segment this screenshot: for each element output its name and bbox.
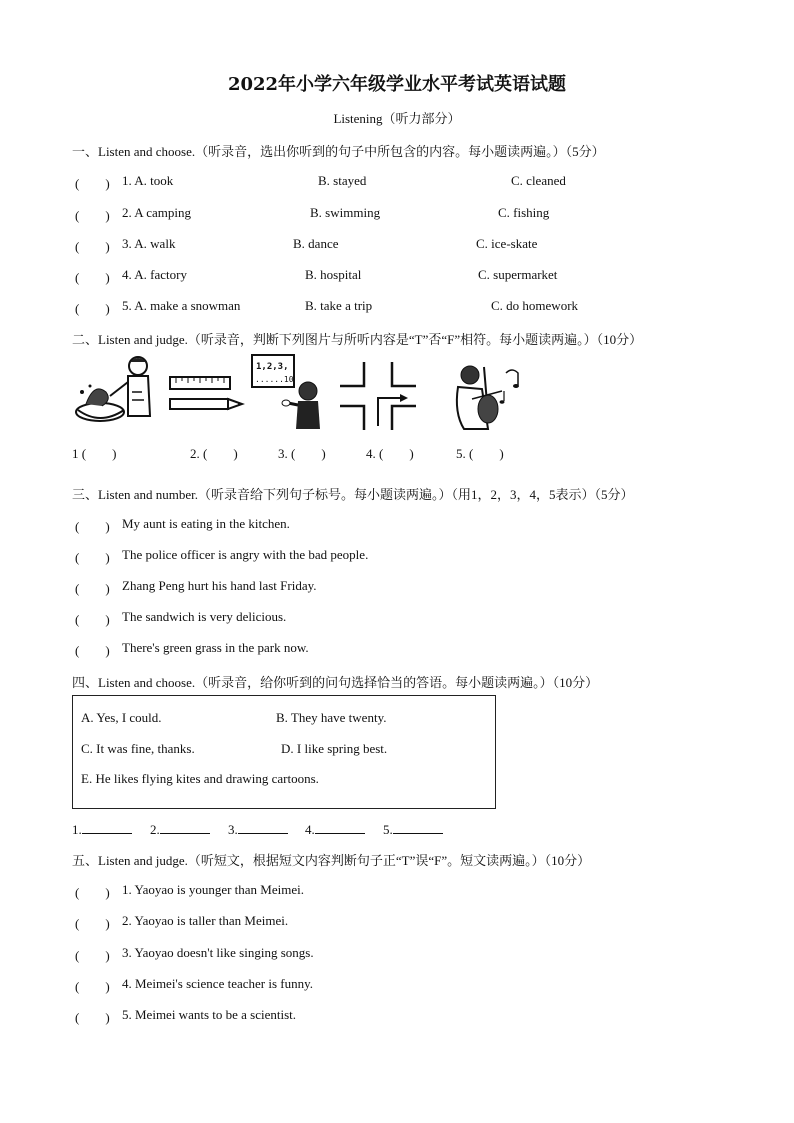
answer-paren[interactable]: ( ) [75, 519, 110, 534]
option-c: C. cleaned [511, 173, 566, 188]
statement: 4. Meimei's science teacher is funny. [122, 976, 314, 991]
answer-blank-3[interactable] [228, 820, 288, 838]
blank-label: 1. [72, 822, 82, 837]
answer-paren[interactable]: ( ) [75, 550, 110, 565]
statement: 2. Yaoyao is taller than Meimei. [122, 913, 289, 928]
page-title: 2022年小学六年级学业水平考试英语试题 [227, 74, 567, 95]
board-numbers-2: ......10 [255, 375, 294, 384]
answer-blank-5[interactable] [383, 820, 443, 838]
blank-line[interactable] [238, 820, 288, 834]
answer-paren[interactable]: ( ) [75, 301, 110, 316]
blank-line[interactable] [82, 820, 132, 834]
option-b: B. swimming [310, 205, 381, 220]
blank-line[interactable] [160, 820, 210, 834]
answer-paren[interactable]: ( ) [75, 948, 110, 963]
part1-heading: 一、Listen and choose.（听录音，选出你听到的句子中所包含的内容。每小题读两遍。）（5分） [72, 144, 605, 159]
blank-line[interactable] [393, 820, 443, 834]
sentence: Zhang Peng hurt his hand last Friday. [122, 578, 317, 593]
answer-1[interactable]: 1 ( ) [72, 446, 117, 461]
part2-heading: 二、Listen and judge.（听录音，判断下列图片与所听内容是“T”否“F”相符。每小题读两遍。）（10分） [72, 332, 643, 347]
answer-5[interactable]: 5. ( ) [456, 446, 504, 461]
option-c: C. do homework [491, 298, 579, 313]
option-a: 4. A. factory [122, 267, 187, 282]
option-c: C. supermarket [478, 267, 558, 282]
blank-line[interactable] [315, 820, 365, 834]
option-c: C. It was fine, thanks. [81, 741, 195, 756]
part3-heading: 三、Listen and number.（听录音给下列句子标号。每小题读两遍。）（用1，2，3，4，5表示）（5分） [72, 487, 634, 502]
option-a: 3. A. walk [122, 236, 176, 251]
option-b: B. dance [293, 236, 339, 251]
option-c: C. ice-skate [476, 236, 538, 251]
sentence: There's green grass in the park now. [122, 640, 309, 655]
option-a: 2. A camping [122, 205, 191, 220]
cello-player-illustration [448, 353, 528, 433]
answer-2[interactable]: 2. ( ) [190, 446, 238, 461]
option-b: B. They have twenty. [276, 710, 387, 725]
statement: 3. Yaoyao doesn't like singing songs. [122, 945, 314, 960]
blank-label: 3. [228, 822, 238, 837]
answer-paren[interactable]: ( ) [75, 612, 110, 627]
option-a: 1. A. took [122, 173, 174, 188]
statement: 1. Yaoyao is younger than Meimei. [122, 882, 304, 897]
sentence: The sandwich is very delicious. [122, 609, 287, 624]
answer-4[interactable]: 4. ( ) [366, 446, 414, 461]
answer-paren[interactable]: ( ) [75, 581, 110, 596]
answer-paren[interactable]: ( ) [75, 916, 110, 931]
answer-blank-1[interactable] [72, 820, 132, 838]
section-subtitle: Listening（听力部分） [333, 111, 461, 126]
crossroad-illustration [338, 360, 418, 432]
answer-paren[interactable]: ( ) [75, 1010, 110, 1025]
answer-paren[interactable]: ( ) [75, 208, 110, 223]
sentence: The police officer is angry with the bad people. [122, 547, 369, 562]
option-b: B. take a trip [305, 298, 373, 313]
option-a: A. Yes, I could. [81, 710, 162, 725]
washing-clothes-illustration [72, 352, 158, 430]
option-e: E. He likes flying kites and drawing cartoons. [81, 771, 319, 786]
part5-heading: 五、Listen and judge.（听短文，根据短文内容判断句子正“T”误“F”。短文读两遍。）（10分） [72, 853, 591, 868]
answer-paren[interactable]: ( ) [75, 239, 110, 254]
blank-label: 2. [150, 822, 160, 837]
answer-paren[interactable]: ( ) [75, 176, 110, 191]
answer-paren[interactable]: ( ) [75, 979, 110, 994]
option-d: D. I like spring best. [281, 741, 388, 756]
option-b: B. stayed [318, 173, 367, 188]
ruler-pencil-illustration [168, 375, 248, 415]
answer-3[interactable]: 3. ( ) [278, 446, 326, 461]
answer-paren[interactable]: ( ) [75, 885, 110, 900]
part4-heading: 四、Listen and choose.（听录音，给你听到的问句选择恰当的答语。每小题读两遍。）（10分） [72, 675, 599, 690]
answer-blank-2[interactable] [150, 820, 210, 838]
blank-label: 5. [383, 822, 393, 837]
board-numbers: 1,2,3, [256, 362, 289, 372]
option-a: 5. A. make a snowman [122, 298, 241, 313]
sentence: My aunt is eating in the kitchen. [122, 516, 290, 531]
option-b: B. hospital [305, 267, 362, 282]
answer-paren[interactable]: ( ) [75, 643, 110, 658]
answer-paren[interactable]: ( ) [75, 270, 110, 285]
answer-blank-4[interactable] [305, 820, 365, 838]
blank-label: 4. [305, 822, 315, 837]
option-c: C. fishing [498, 205, 550, 220]
counting-board-illustration [250, 353, 326, 433]
statement: 5. Meimei wants to be a scientist. [122, 1007, 297, 1022]
